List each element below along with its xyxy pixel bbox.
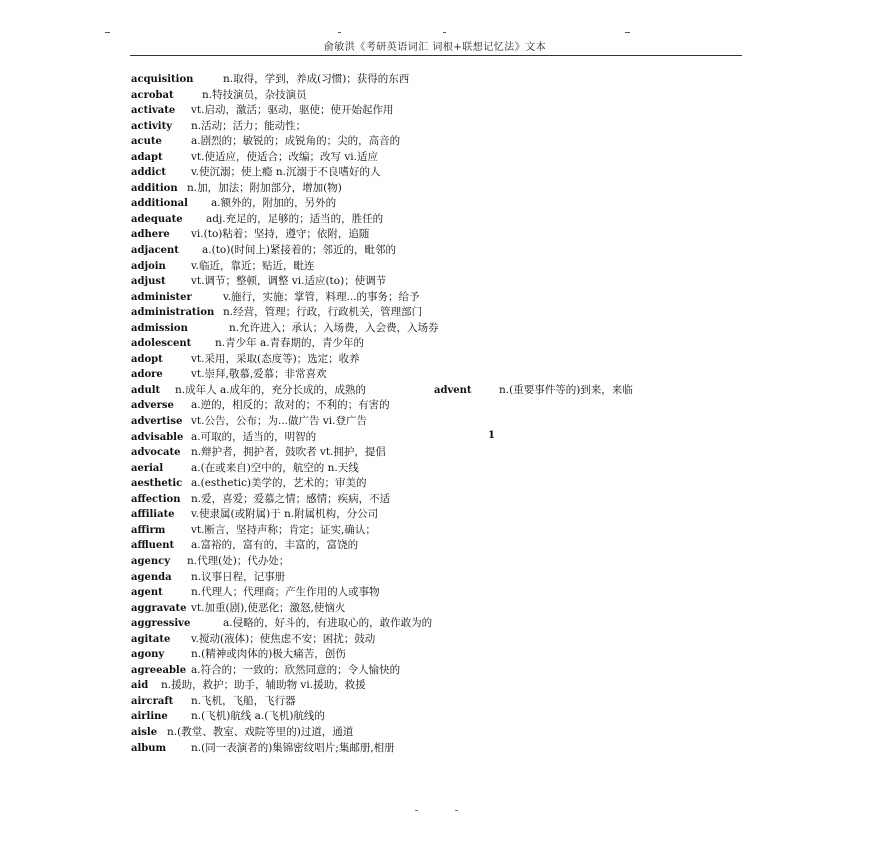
headword: affirm	[131, 524, 166, 536]
headword: adjacent	[131, 245, 179, 257]
list-item	[131, 196, 731, 212]
definition: n.爱，喜爱；爱慕之情；感情；疾病，不适	[191, 492, 391, 505]
definition: a.剧烈的；敏锐的；成锐角的；尖的，高音的	[191, 135, 401, 148]
headword: adverse	[131, 400, 174, 412]
definition: vt.断言，坚持声称；肯定；证实,确认；	[191, 523, 376, 536]
scan-mark	[338, 32, 341, 33]
definition: a.(to)(时间上)紧接着的；邻近的，毗邻的	[202, 244, 397, 257]
headword: adhere	[131, 229, 170, 241]
headword: additional	[131, 198, 188, 210]
definition: vt.加重(剧),使恶化；激怒,使恼火	[191, 601, 346, 614]
list-item	[131, 554, 731, 570]
headword: adjoin	[131, 260, 166, 272]
definition: n.取得，学到，养成(习惯)；获得的东西	[223, 73, 410, 85]
headword: agreeable	[131, 664, 187, 676]
definition: vt.使适应，使适合；改编；改写 vi.适应	[191, 150, 378, 163]
headword: agenda	[131, 571, 172, 583]
definition: a.符合的；一致的；欣然同意的；令人愉快的	[191, 663, 401, 676]
headword: advisable	[131, 431, 184, 443]
list-item	[131, 507, 731, 523]
list-item	[131, 383, 731, 399]
definition: n.(飞机)航线 a.(飞机)航线的	[191, 710, 325, 723]
page-number: 1	[488, 430, 495, 441]
headword: agency	[131, 555, 171, 567]
list-item	[131, 601, 731, 617]
list-item	[131, 725, 731, 741]
definition: n.特技演员，杂技演员	[202, 88, 307, 101]
headword: adequate	[131, 213, 183, 225]
headword: adapt	[131, 151, 163, 163]
list-item	[131, 445, 731, 461]
headword: administer	[131, 291, 192, 303]
list-item	[131, 398, 731, 414]
definition: vt.采用，采取(态度等)；选定；收养	[191, 352, 360, 365]
headword: admission	[131, 322, 188, 334]
list-item	[131, 88, 731, 104]
definition: n.(同一表演者的)集锦密纹唱片;集邮册,相册	[191, 741, 395, 754]
headword: administration	[131, 307, 215, 319]
scan-mark	[625, 32, 630, 33]
list-item	[131, 663, 731, 679]
list-item	[131, 616, 731, 632]
vocabulary-list	[131, 72, 731, 756]
list-item	[131, 150, 731, 166]
list-item	[131, 461, 731, 477]
definition: n.成年人 a.成年的，充分长成的，成熟的	[175, 383, 367, 396]
headword: aid	[131, 680, 149, 692]
definition: v.临近，靠近；贴近，毗连	[191, 259, 315, 272]
headword: aggressive	[131, 618, 191, 630]
definition: a.额外的，附加的，另外的	[211, 197, 337, 210]
headword: advocate	[131, 447, 181, 459]
list-item	[131, 165, 731, 181]
list-item	[131, 119, 731, 135]
list-item	[131, 585, 731, 601]
page-header: 俞敏洪《考研英语词汇 词根+联想记忆法》文本	[323, 42, 547, 53]
headword: affluent	[131, 540, 175, 552]
list-item	[131, 678, 731, 694]
headword: advertise	[131, 416, 183, 428]
headword: aircraft	[131, 695, 174, 707]
definition: n.飞机，飞船，飞行器	[191, 694, 296, 707]
list-item	[131, 72, 731, 88]
list-item	[131, 321, 731, 337]
list-item	[131, 336, 731, 352]
list-item	[131, 632, 731, 648]
headword: affiliate	[131, 509, 175, 521]
definition: n.议事日程，记事册	[191, 570, 286, 583]
list-item	[131, 538, 731, 554]
list-item	[131, 476, 731, 492]
list-item	[131, 352, 731, 368]
headword: activity	[131, 120, 173, 132]
definition: n.代理人；代理商；产生作用的人或事物	[191, 586, 380, 599]
headword: affection	[131, 493, 181, 505]
definition: n.青少年 a.青春期的，青少年的	[215, 337, 365, 350]
headword: activate	[131, 105, 176, 117]
headword: aerial	[131, 462, 164, 474]
list-item	[131, 212, 731, 228]
headword: adopt	[131, 353, 163, 365]
headword: adolescent	[131, 338, 192, 350]
list-item	[131, 227, 731, 243]
scan-mark	[443, 32, 446, 33]
definition: n.(教堂、教室、戏院等里的)过道，通道	[167, 725, 354, 738]
scan-mark	[105, 32, 110, 33]
list-item	[131, 414, 731, 430]
definition: a.富裕的，富有的，丰富的，富饶的	[191, 539, 359, 552]
definition: vt.启动，激活；驱动，驱使；使开始起作用	[191, 104, 394, 117]
headword: adjust	[131, 276, 166, 288]
definition: a.逆的，相反的；敌对的；不利的；有害的	[191, 399, 390, 412]
headword: adult	[131, 384, 161, 396]
list-item	[131, 259, 731, 275]
list-item	[131, 741, 731, 757]
list-item	[131, 523, 731, 539]
list-item	[131, 305, 731, 321]
list-item	[131, 243, 731, 259]
headword: agitate	[131, 633, 171, 645]
headword: acrobat	[131, 89, 174, 101]
headword: agony	[131, 649, 165, 661]
scan-mark	[415, 810, 418, 811]
list-item	[131, 570, 731, 586]
list-item	[131, 492, 731, 508]
definition: n.经营，管理；行政，行政机关，管理部门	[223, 306, 423, 319]
headword: aisle	[131, 726, 158, 738]
headword: agent	[131, 587, 163, 599]
definition: vt.崇拜,敬慕,爱慕；非常喜欢	[191, 368, 327, 381]
headword: acquisition	[131, 74, 194, 85]
definition: vt.公告，公布；为...做广告 vi.登广告	[191, 415, 367, 428]
list-item	[131, 103, 731, 119]
definition: n.(精神或肉体的)极大痛苦，创伤	[191, 648, 346, 661]
definition: v.搅动(液体)；使焦虑不安；困扰；鼓动	[191, 632, 376, 645]
list-item	[131, 430, 731, 446]
list-item	[131, 134, 731, 150]
definition: a.可取的，适当的，明智的	[191, 430, 317, 443]
list-item	[131, 367, 731, 383]
definition: v.使隶属(或附属)于 n.附属机构，分公司	[191, 508, 379, 521]
definition: v.使沉溺；使上瘾 n.沉溺于不良嗜好的人	[191, 166, 381, 179]
definition: n.加，加法；附加部分，增加(物)	[187, 181, 342, 194]
list-item	[131, 181, 731, 197]
headword: aesthetic	[131, 478, 183, 490]
definition: n.允许进入；承认；入场费，入会费，入场券	[229, 321, 439, 334]
definition: a.(在或来自)空中的，航空的 n.天线	[191, 461, 359, 474]
list-item	[131, 647, 731, 663]
definition: a.(esthetic)美学的，艺术的；审美的	[191, 477, 367, 490]
headword: aggravate	[131, 602, 187, 614]
definition: v.施行，实施；掌管，料理...的事务；给予	[223, 290, 420, 303]
list-item	[131, 274, 731, 290]
definition: n.辩护者，拥护者，鼓吹者 vt.拥护，提倡	[191, 446, 386, 459]
definition: vt.调节；整顿，调整 vi.适应(to)；使调节	[191, 275, 387, 288]
list-item	[131, 709, 731, 725]
headword: airline	[131, 711, 168, 723]
definition: n.代理(处)；代办处；	[187, 554, 290, 567]
headword: adore	[131, 369, 163, 381]
list-item	[131, 694, 731, 710]
header-divider	[130, 55, 742, 56]
headword: addict	[131, 167, 166, 179]
definition: a.侵略的，好斗的，有进取心的，敢作敢为的	[223, 617, 433, 630]
definition: adj.充足的，足够的；适当的，胜任的	[206, 212, 384, 225]
headword: addition	[131, 182, 178, 194]
definition: vi.(to)粘着；坚持，遵守；依附，追随	[191, 228, 370, 241]
definition: n.(重要事件等的)到来，来临	[499, 383, 633, 396]
headword: acute	[131, 136, 162, 148]
definition: n.援助，救护；助手，辅助物 vi.援助，救援	[161, 679, 366, 692]
definition: n.活动；活力；能动性；	[191, 119, 307, 132]
scan-mark	[455, 810, 458, 811]
headword: album	[131, 742, 167, 754]
list-item	[131, 290, 731, 306]
headword: advent	[434, 384, 472, 396]
